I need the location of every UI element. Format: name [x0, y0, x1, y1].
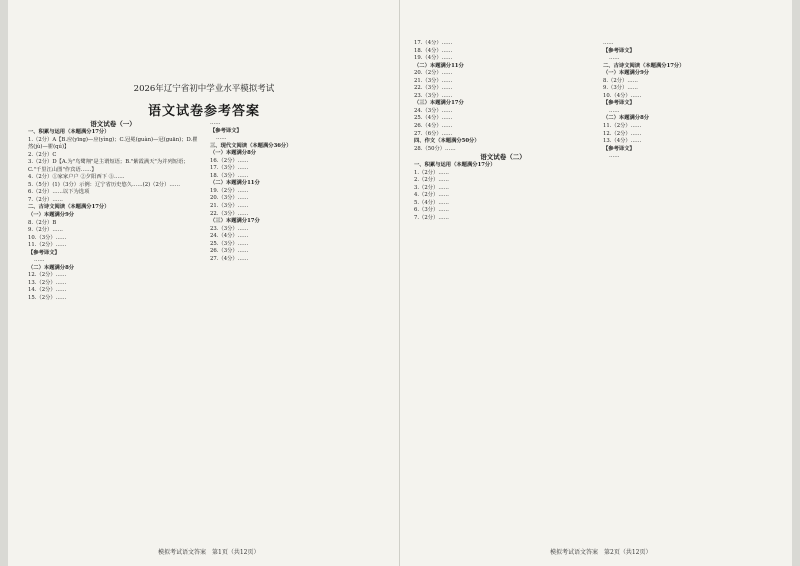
answer-line: 1.（2分）A【B.应(yīng)—应(yìng)；C.冠冕(guàn)—冠(guān)；D.瞿然(jù)—瞿(qú)】: [28, 136, 198, 151]
section-heading: 【参考译文】: [210, 127, 242, 134]
section-heading: 一、积累与运用（本题满分17分）: [414, 162, 496, 169]
section-heading: 【参考译文】: [603, 47, 635, 54]
section-heading: 二、古诗文阅读（本题满分17分）: [28, 204, 110, 211]
section-heading: （一）本题满分9分: [603, 70, 650, 77]
answer-line: 18.（3分）……: [210, 172, 249, 179]
answer-line: 6.（3分）……: [414, 207, 449, 214]
section-heading: （一）本题满分8分: [210, 150, 257, 157]
answer-line: 17.（3分）……: [210, 165, 249, 172]
answer-line: 22.（3分）……: [210, 210, 249, 217]
answer-line: 3.（2分）D【A.为"鸟鹭翔"是主谓短语；B."紫霞满天"为并列短语；C."千里江山图"作宾语……】: [28, 159, 189, 173]
answer-line: 8.（2分）B: [28, 219, 57, 226]
section-heading: （一）本题满分9分: [28, 212, 75, 219]
section-heading: （二）本题满分11分: [414, 62, 464, 69]
answer-line: 19.（2分）……: [210, 187, 249, 194]
answer-line: 4.（2分）①家家户户 ②夕阳西下 ③……: [28, 174, 125, 181]
section-heading: 三、现代文阅读（本题满分36分）: [210, 142, 292, 149]
answer-line: 24.（3分）……: [414, 107, 453, 114]
answer-line: 20.（2分）……: [414, 70, 453, 77]
answer-line: ……: [609, 55, 620, 62]
answer-line: 15.（2分）……: [28, 295, 67, 302]
part-title: 语文试卷（一）: [90, 120, 136, 128]
answer-line: ……: [609, 107, 620, 114]
answer-line: 7.（2分）……: [414, 215, 449, 222]
answer-line: 8.（2分）……: [603, 77, 638, 84]
answer-line: 2.（2分）……: [414, 177, 449, 184]
answer-line: 23.（3分）……: [210, 225, 249, 232]
part-title: 语文试卷（二）: [480, 153, 526, 162]
answer-sheet: [8, 0, 792, 566]
answer-line: 2.（2分）C: [28, 151, 57, 158]
section-heading: （二）本题满分11分: [210, 180, 260, 187]
answer-line: ……: [603, 40, 614, 46]
answer-line: 7.（2分）……: [28, 196, 63, 203]
answer-line: 27.（4分）……: [210, 255, 249, 262]
answer-line: 12.（2分）……: [603, 130, 642, 137]
right-column-1: [414, 40, 592, 545]
answer-line: 9.（3分）……: [603, 85, 638, 92]
answer-line: 28.（50分）……: [414, 145, 456, 152]
answer-line: ……: [216, 135, 227, 142]
answer-line: 13.（4分）……: [603, 138, 642, 145]
answer-line: 1.（2分）……: [414, 169, 449, 176]
document-title: 语文试卷参考答案: [147, 104, 260, 119]
answer-line: 13.（2分）……: [28, 279, 67, 286]
page-left: [8, 0, 400, 566]
footer-right: 模拟考试语文答案 第2页（共12页）: [550, 549, 652, 556]
section-heading: 【参考译文】: [28, 249, 60, 256]
section-heading: （二）本题满分8分: [28, 264, 75, 271]
section-heading: 【参考译文】: [603, 145, 635, 152]
answer-line: ……: [609, 153, 620, 160]
answer-line: 10.（4分）……: [603, 92, 642, 99]
answer-line: 5.（5分）(1)（3分）示例：辽宁省历史悠久……(2)（2分）……: [28, 181, 180, 188]
section-heading: （三）本题满分17分: [210, 218, 260, 225]
left-column-2: [210, 120, 386, 545]
answer-line: ……: [34, 257, 45, 264]
left-column-1: [28, 120, 198, 545]
section-heading: 四、作文（本题满分50分）: [414, 138, 480, 145]
answer-line: 3.（2分）……: [414, 184, 449, 191]
page-right: [400, 0, 792, 566]
answer-line: 21.（3分）……: [414, 77, 453, 84]
answer-line: 20.（3分）……: [210, 195, 249, 202]
exam-name: 2026年辽宁省初中学业水平模拟考试: [133, 84, 275, 94]
section-heading: 一、积累与运用（本题满分17分）: [28, 129, 110, 135]
answer-line: 26.（4分）……: [414, 123, 453, 130]
answer-line: 18.（4分）……: [414, 47, 453, 54]
answer-line: 22.（3分）……: [414, 85, 453, 92]
answer-line: 19.（4分）……: [414, 55, 453, 62]
answer-line: 26.（3分）……: [210, 248, 249, 255]
section-heading: 【参考译文】: [603, 100, 635, 107]
answer-line: 14.（2分）……: [28, 287, 67, 294]
answer-line: 24.（4分）……: [210, 233, 249, 240]
footer-left: 模拟考试语文答案 第1页（共12页）: [158, 549, 260, 556]
answer-line: 6.（2分）……以下为选项: [28, 189, 90, 196]
answer-line: 27.（6分）……: [414, 130, 453, 137]
answer-line: 4.（2分）……: [414, 192, 449, 199]
answer-line: 5.（4分）……: [414, 199, 449, 206]
answer-line: 25.（4分）……: [414, 115, 453, 122]
answer-line: 10.（3分）……: [28, 234, 67, 241]
answer-line: ……: [210, 120, 221, 126]
section-heading: 二、古诗文阅读（本题满分17分）: [603, 62, 685, 69]
answer-line: 12.（2分）……: [28, 272, 67, 279]
answer-line: 25.（3分）……: [210, 240, 249, 247]
answer-line: 9.（2分）……: [28, 227, 63, 234]
answer-line: 21.（3分）……: [210, 203, 249, 210]
answer-line: 23.（3分）……: [414, 92, 453, 99]
answer-line: 17.（4分）……: [414, 40, 453, 46]
answer-line: 11.（2分）……: [28, 242, 67, 249]
right-column-2: [603, 40, 779, 545]
section-heading: （二）本题满分8分: [603, 115, 650, 122]
answer-line: 11.（2分）……: [603, 123, 642, 130]
section-heading: （三）本题满分17分: [414, 100, 464, 107]
answer-line: 16.（2分）……: [210, 157, 249, 164]
